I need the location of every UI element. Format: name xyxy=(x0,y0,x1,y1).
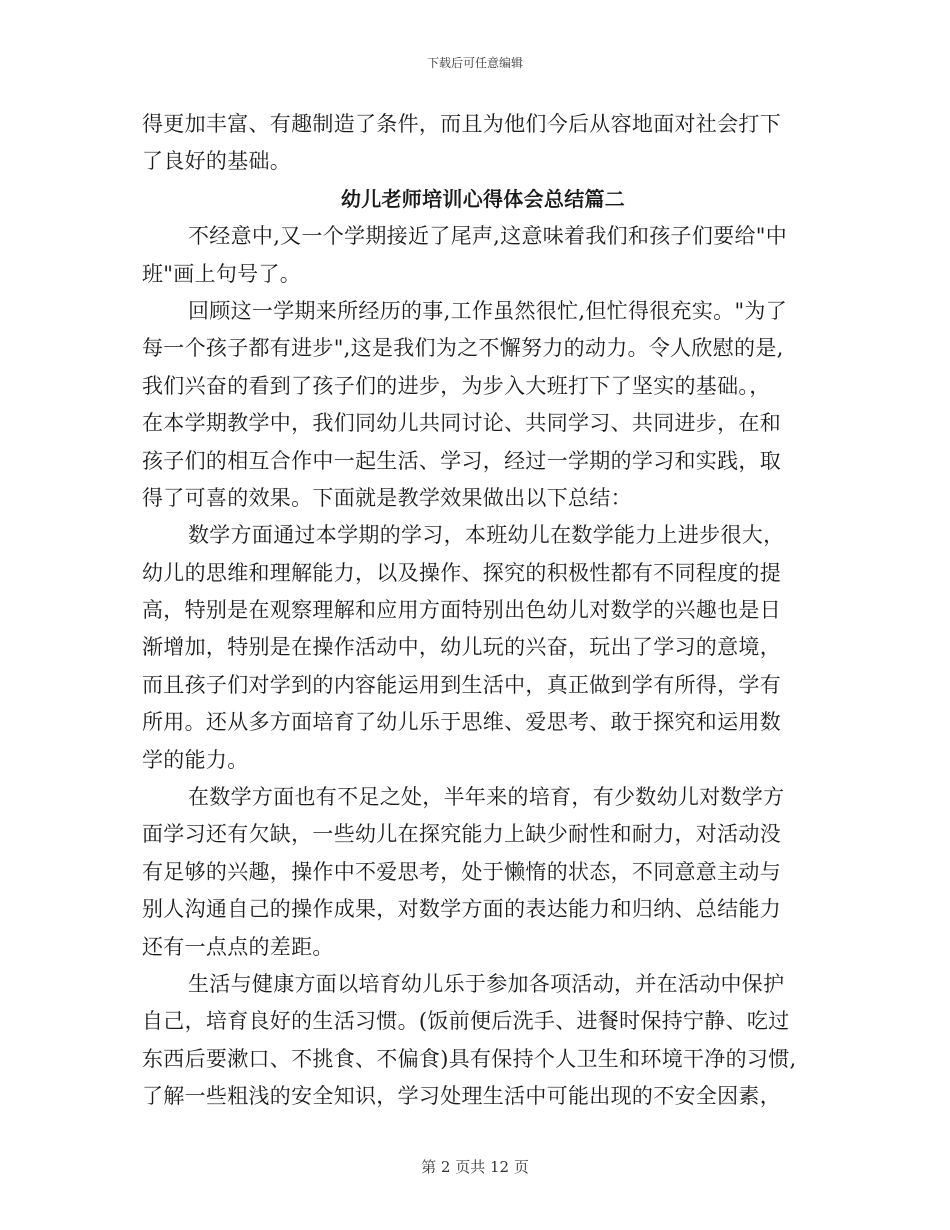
text-line: 孩子们的相互合作中一起生活、学习，经过一学期的学习和实践，取 xyxy=(142,448,781,473)
paragraph-first-line: 回顾这一学期来所经历的事,工作虽然很忙,但忙得很充实。"为了 xyxy=(188,298,788,323)
text-line: 高，特别是在观察理解和应用方面特别出色幼儿对数学的兴趣也是日 xyxy=(142,598,781,623)
text-line: 渐增加，特别是在操作活动中，幼儿玩的兴奋，玩出了学习的意境， xyxy=(142,635,781,660)
text-line: 面学习还有欠缺，一些幼儿在探究能力上缺少耐性和耐力，对活动没 xyxy=(142,822,781,847)
text-line: 而且孩子们对学到的内容能运用到生活中，真正做到学有所得，学有 xyxy=(142,672,781,697)
document-body xyxy=(142,106,804,1116)
paragraph-first-line: 在数学方面也有不足之处，半年来的培育，有少数幼儿对数学方 xyxy=(188,785,785,810)
text-line: 有足够的兴趣，操作中不爱思考，处于懒惰的状态，不同意意主动与 xyxy=(142,859,781,884)
text-line: 得更加丰富、有趣制造了条件，而且为他们今后从容地面对社会打下 xyxy=(142,112,781,136)
text-line: 东西后要漱口、不挑食、不偏食)具有保持个人卫生和环境干净的习惯, xyxy=(142,1046,797,1071)
page-header: 下载后可任意编辑 xyxy=(426,56,523,70)
paragraph-first-line: 不经意中,又一个学期接近了尾声,这意味着我们和孩子们要给"中 xyxy=(188,224,788,249)
text-line: 我们兴奋的看到了孩子们的进步，为步入大班打下了坚实的基础。， xyxy=(142,373,771,398)
text-line: 每一个孩子都有进步",这是我们为之不懈努力的动力。令人欣慰的是, xyxy=(142,336,784,361)
text-line: 班"画上句号了。 xyxy=(142,261,302,286)
section-heading: 幼儿老师培训心得体会总结篇二 xyxy=(340,186,626,211)
page-footer: 第 2 页共 12 页 xyxy=(421,1158,529,1176)
text-line: 在本学期教学中，我们同幼儿共同讨论、共同学习、共同进步，在和 xyxy=(142,411,781,436)
text-line: 幼儿的思维和理解能力，以及操作、探究的积极性都有不同程度的提 xyxy=(142,560,781,585)
text-line: 还有一点点的差距。 xyxy=(142,934,334,959)
paragraph-first-line: 数学方面通过本学期的学习，本班幼儿在数学能力上进步很大， xyxy=(188,523,785,548)
text-line: 自己，培育良好的生活习惯。(饭前便后洗手、进餐时保持宁静、吃过 xyxy=(142,1009,790,1034)
paragraph-first-line: 生活与健康方面以培育幼儿乐于参加各项活动，并在活动中保护 xyxy=(188,971,785,996)
text-line: 所用。还从多方面培育了幼儿乐于思维、爱思考、敢于探究和运用数 xyxy=(142,710,781,735)
text-line: 了良好的基础。 xyxy=(142,149,292,174)
text-line: 学的能力。 xyxy=(142,747,249,772)
text-line: 了解一些粗浅的安全知识，学习处理生活中可能出现的不安全因素， xyxy=(142,1084,781,1109)
text-line: 别人沟通自己的操作成果，对数学方面的表达能力和归纳、总结能力 xyxy=(142,897,781,922)
text-line: 得了可喜的效果。下面就是教学效果做出以下总结： xyxy=(142,485,632,510)
